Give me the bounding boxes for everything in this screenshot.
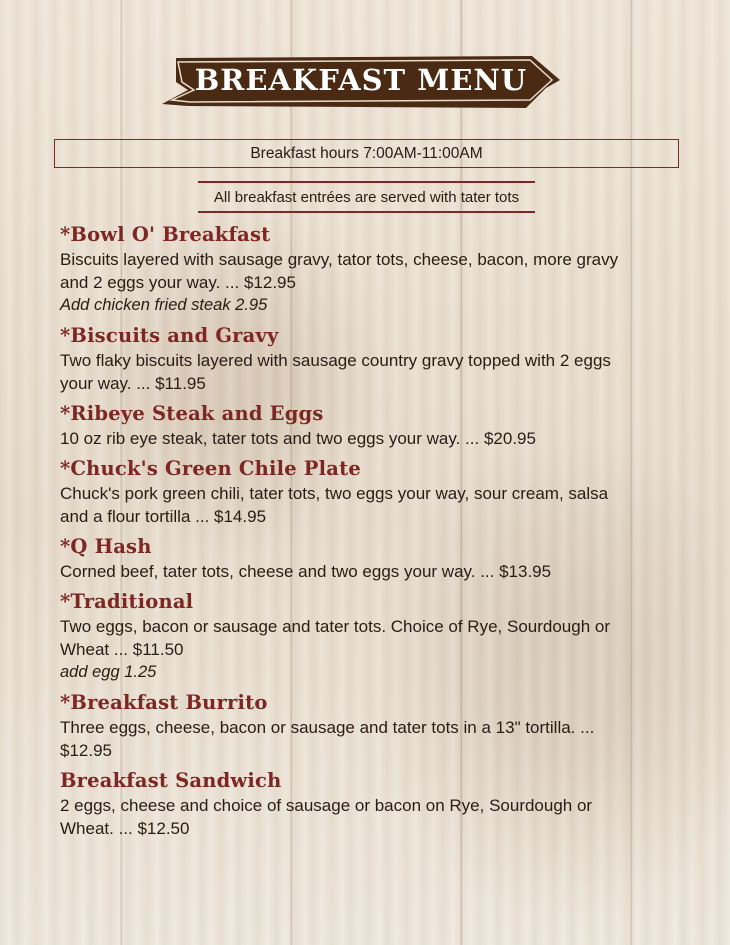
title-banner — [160, 54, 562, 110]
item-name: *Biscuits and Gravy — [60, 324, 279, 347]
menu-item-breakfast-sandwich — [60, 767, 670, 840]
item-name: Breakfast Sandwich — [60, 769, 282, 792]
item-addon: Add chicken fried steak 2.95 — [60, 296, 268, 314]
item-name: *Q Hash — [60, 535, 152, 558]
item-name: *Chuck's Green Chile Plate — [60, 457, 361, 480]
page-title: BREAKFAST MENU — [194, 63, 528, 97]
menu-list — [60, 221, 670, 840]
item-description: and a flour tortilla ... $14.95 — [60, 507, 267, 526]
item-description: Three eggs, cheese, bacon or sausage and tater tots in a 13" tortilla. ... — [60, 718, 595, 737]
item-name: *Breakfast Burrito — [60, 691, 268, 714]
item-description: Corned beef, tater tots, cheese and two eggs your way. ... $13.95 — [60, 562, 552, 581]
menu-item-breakfast-burrito — [60, 689, 670, 762]
menu-item-traditional — [60, 588, 670, 684]
item-description: your way. ... $11.95 — [60, 374, 206, 393]
note-text: All breakfast entrées are served with tater tots — [213, 188, 520, 206]
item-description: Wheat ... $11.50 — [60, 640, 184, 659]
item-description: Wheat. ... $12.50 — [60, 819, 190, 838]
menu-item-biscuits-and-gravy — [60, 322, 670, 395]
item-description: Two flaky biscuits layered with sausage country gravy topped with 2 eggs — [60, 351, 611, 370]
hours-text: Breakfast hours 7:00AM-11:00AM — [250, 144, 483, 162]
menu-item-green-chile-plate — [60, 455, 670, 528]
item-name: *Traditional — [60, 590, 194, 613]
item-description: Two eggs, bacon or sausage and tater tots. Choice of Rye, Sourdough or — [60, 617, 611, 636]
hours-box — [54, 139, 679, 168]
tater-tots-note — [198, 181, 535, 213]
menu-item-q-hash — [60, 533, 670, 583]
item-description: 10 oz rib eye steak, tater tots and two eggs your way. ... $20.95 — [60, 429, 536, 448]
item-name: *Bowl O' Breakfast — [60, 223, 271, 246]
item-description: Biscuits layered with sausage gravy, tator tots, cheese, bacon, more gravy — [60, 250, 619, 269]
item-description: Chuck's pork green chili, tater tots, two eggs your way, sour cream, salsa — [60, 484, 609, 503]
item-addon: add egg 1.25 — [60, 663, 157, 681]
item-description: 2 eggs, cheese and choice of sausage or bacon on Rye, Sourdough or — [60, 796, 593, 815]
item-description: and 2 eggs your way. ... $12.95 — [60, 273, 296, 292]
item-name: *Ribeye Steak and Eggs — [60, 402, 324, 425]
item-description: $12.95 — [60, 741, 112, 760]
menu-item-ribeye-steak-and-eggs — [60, 400, 670, 450]
menu-item-bowl-o-breakfast — [60, 221, 670, 317]
